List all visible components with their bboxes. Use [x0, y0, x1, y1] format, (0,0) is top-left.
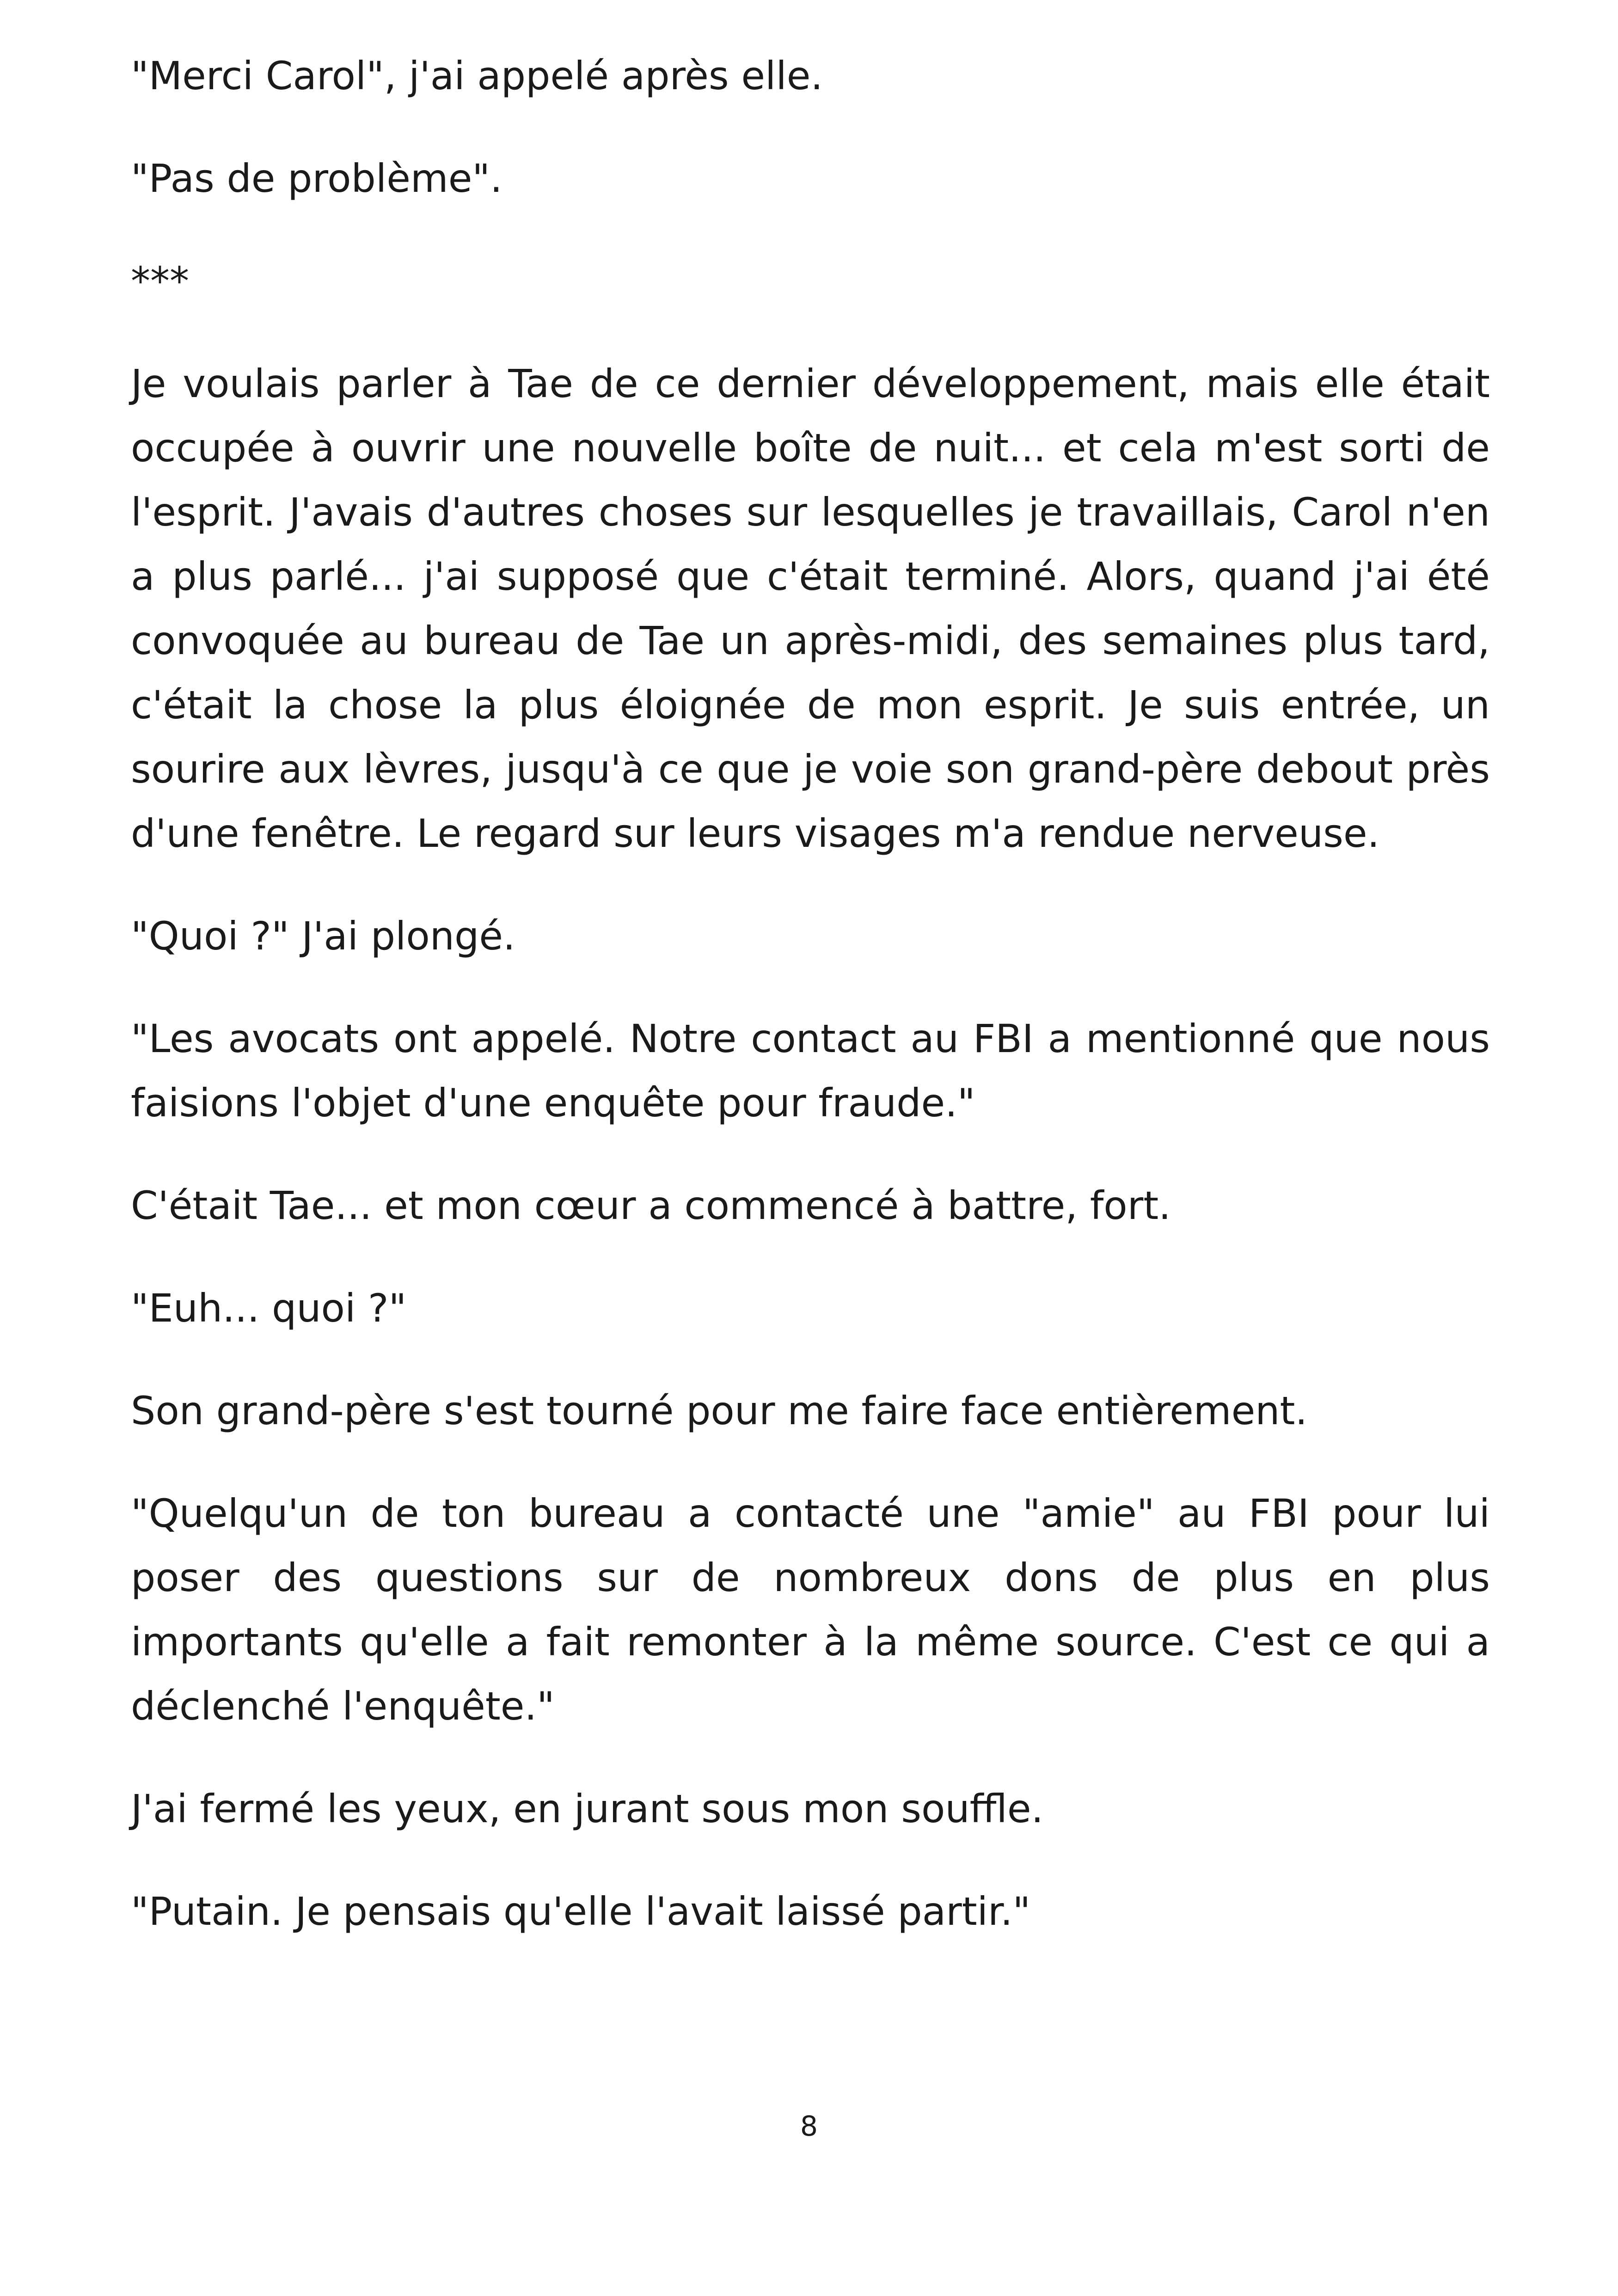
paragraph-9: "Quelqu'un de ton bureau a contacté une "amie" au FBI pour lui poser des questions sur de nombreux dons de plus en plus importants qu'elle a fait remonter à la même source. C'est ce qui a déclenché l'enquête." — [131, 1491, 1490, 1729]
paragraph-5: "Les avocats ont appelé. Notre contact au FBI a mentionné que nous faisions l'objet d'une enquête pour fraude." — [131, 1016, 1490, 1126]
page-number: 8 — [800, 2110, 818, 2143]
paragraph-8: Son grand-père s'est tourné pour me faire face entièrement. — [131, 1388, 1308, 1433]
scene-break: *** — [131, 258, 189, 304]
paragraph-2: "Pas de problème". — [131, 156, 503, 201]
paragraph-10: J'ai fermé les yeux, en jurant sous mon souffle. — [131, 1786, 1044, 1831]
body-text — [131, 44, 1490, 1982]
paragraph-3: Je voulais parler à Tae de ce dernier développement, mais elle était occupée à ouvrir une nouvelle boîte de nuit... et cela m'est sorti de l'esprit. J'avais d'autres choses sur lesquelles je travaillais, Carol n'en a plus parlé... j'ai supposé que c'était terminé. Alors, quand j'ai été convoquée au bureau de Tae un après-midi, des semaines plus tard, c'était la chose la plus éloignée de mon esprit. Je suis entrée, un sourire aux lèvres, jusqu'à ce que je voie son grand-père debout près d'une fenêtre. Le regard sur leurs visages m'a rendue nerveuse. — [131, 361, 1490, 856]
paragraph-11: "Putain. Je pensais qu'elle l'avait laissé partir." — [131, 1889, 1031, 1934]
paragraph-1: "Merci Carol", j'ai appelé après elle. — [131, 53, 823, 98]
paragraph-4: "Quoi ?" J'ai plongé. — [131, 913, 515, 959]
paragraph-7: "Euh... quoi ?" — [131, 1286, 407, 1331]
paragraph-6: C'était Tae... et mon cœur a commencé à battre, fort. — [131, 1183, 1171, 1228]
